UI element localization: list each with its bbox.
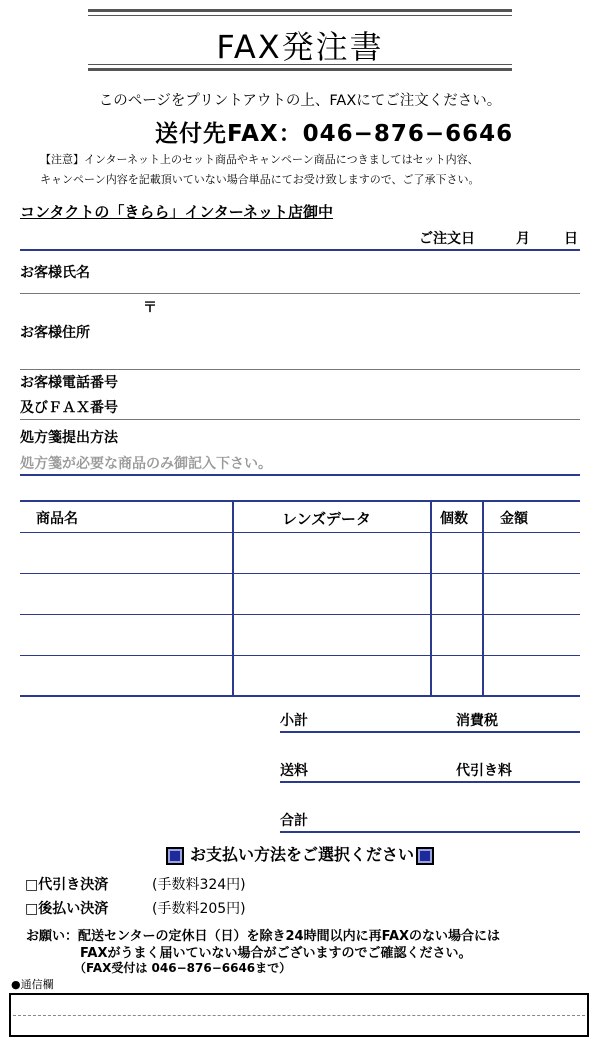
table-bottom-rule [20, 695, 580, 697]
order-date-month: 月 [516, 231, 530, 247]
intro-text: このページをプリントアウトの上、FAXにてご注文ください。 [98, 93, 502, 109]
customer-fax-label: 及びＦＡＸ番号 [20, 400, 118, 416]
order-date-day: 日 [564, 231, 578, 247]
payment-option-deferred-fee: (手数料205円) [152, 901, 246, 917]
table-header-qty: 個数 [440, 511, 468, 527]
page-title: FAX発注書 [216, 28, 384, 66]
notice-line-1: 【注意】インターネット上のセット商品やキャンペーン商品につきましてはセット内容、 [40, 153, 479, 166]
subtotal-label: 小計 [280, 713, 308, 729]
request-line-1: お願い：配送センターの定休日（日）を除き24時間以内に再FAXのない場合には [26, 929, 501, 944]
customer-phone-label: お客様電話番号 [20, 375, 118, 391]
table-row[interactable] [20, 573, 580, 574]
customer-address-label: お客様住所 [20, 325, 90, 341]
prescription-label: 処方箋提出方法 [20, 430, 118, 446]
order-date-rule [20, 249, 580, 251]
postal-mark: 〒 [143, 300, 157, 316]
notice-line-2: キャンペーン内容を記載頂いていない場合単品にてお受け致しますので、ご了承下さい。 [40, 173, 480, 186]
payment-option-deferred[interactable]: □後払い決済 [25, 901, 109, 917]
order-date-label: ご注文日 [419, 231, 475, 247]
payment-heading-text: お支払い方法をご選択ください [189, 845, 414, 864]
prescription-hint: 処方箋が必要な商品のみ御記入下さい。 [20, 456, 272, 472]
table-header-lens: レンズデータ [282, 510, 371, 528]
cod-fee-label: 代引き料 [456, 763, 512, 779]
customer-address-rule[interactable] [20, 369, 580, 370]
customer-name-rule[interactable] [20, 293, 580, 294]
shop-heading: コンタクトの「きらら」インターネット店御中 [20, 203, 334, 221]
title-rule-top [88, 9, 512, 12]
comm-box-dashed-rule [13, 1015, 585, 1016]
request-line-2: FAXがうまく届いていない場合がございますのでご確認ください。 [80, 946, 472, 961]
comm-label: ●通信欄 [11, 978, 54, 991]
request-line-3: （FAX受付は 046−876−6646まで） [74, 961, 292, 975]
total-rule[interactable] [280, 831, 580, 833]
square-bullet-icon [416, 847, 434, 865]
title-rule-top-2 [88, 15, 512, 16]
table-row[interactable] [20, 614, 580, 615]
fax-number: 送付先FAX：046−876−6646 [155, 121, 514, 147]
title-rule-bottom-2 [88, 68, 512, 71]
table-divider-price [482, 501, 484, 696]
customer-phone-rule[interactable] [20, 419, 580, 420]
table-header-price: 金額 [500, 511, 528, 527]
table-row[interactable] [20, 655, 580, 656]
tax-label: 消費税 [456, 713, 498, 729]
payment-heading [0, 842, 600, 865]
shipping-label: 送料 [280, 763, 308, 779]
customer-name-label: お客様氏名 [20, 265, 90, 281]
comm-box[interactable] [9, 993, 589, 1037]
table-divider-qty [430, 501, 432, 696]
payment-option-cod[interactable]: □代引き決済 [25, 877, 109, 893]
prescription-rule[interactable] [20, 474, 580, 476]
table-header-product: 商品名 [36, 511, 78, 527]
total-label: 合計 [280, 813, 308, 829]
table-top-rule [20, 500, 580, 502]
title-rule-bottom [88, 64, 512, 65]
shipping-rule[interactable] [280, 781, 580, 783]
square-bullet-icon [166, 847, 184, 865]
table-divider-lens [232, 501, 234, 696]
table-row[interactable] [20, 532, 580, 533]
payment-option-cod-fee: (手数料324円) [152, 877, 246, 893]
subtotal-rule[interactable] [280, 731, 580, 733]
